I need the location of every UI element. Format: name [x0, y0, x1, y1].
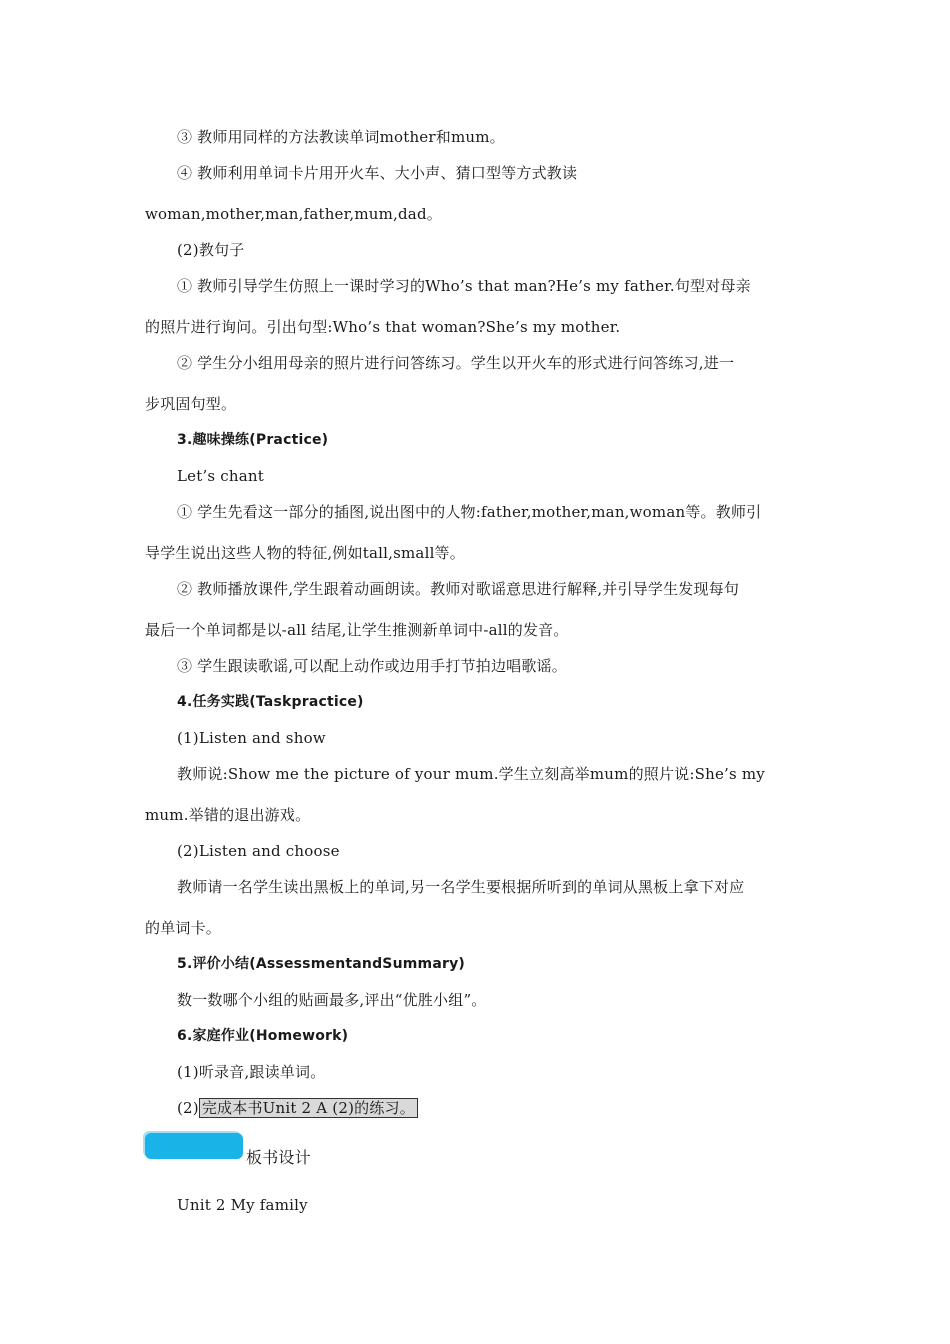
text-line: ② 学生分小组用母亲的照片进行问答练习。学生以开火车的形式进行问答练习,进一	[177, 354, 735, 372]
section-heading: 4.任务实践(Taskpractice)	[177, 694, 364, 710]
section-heading: 3.趣味操练(Practice)	[177, 432, 329, 448]
text-line: woman,mother,man,father,mum,dad。	[145, 205, 442, 223]
section-heading: 5.评价小结(AssessmentandSummary)	[177, 956, 465, 972]
text-line: ① 教师引导学生仿照上一课时学习的Who’s that man?He’s my father.句型对母亲	[177, 277, 751, 295]
text-line: 导学生说出这些人物的特征,例如tall,small等。	[145, 544, 465, 562]
text-line: ③ 学生跟读歌谣,可以配上动作或边用手打节拍边唱歌谣。	[177, 657, 567, 675]
text-line: ③ 教师用同样的方法教读单词mother和mum。	[177, 128, 505, 146]
section-heading: 6.家庭作业(Homework)	[177, 1028, 349, 1044]
homework-item-2-boxed-text: 完成本书Unit 2 A (2)的练习。	[199, 1098, 418, 1118]
text-line: 的照片进行询问。引出句型:Who’s that woman?She’s my mother.	[145, 318, 621, 336]
subheading: (1)Listen and show	[177, 729, 326, 747]
text-line: (1)听录音,跟读单词。	[177, 1063, 326, 1081]
homework-item-2-number: (2)	[177, 1099, 199, 1117]
text-line: ④ 教师利用单词卡片用开火车、大小声、猜口型等方式教读	[177, 164, 578, 182]
homework-item-2	[177, 1098, 418, 1118]
board-design-title: Unit 2 My family	[177, 1196, 308, 1214]
text-line: ② 教师播放课件,学生跟着动画朗读。教师对歌谣意思进行解释,并引导学生发现每句	[177, 580, 740, 598]
text-line: 的单词卡。	[145, 919, 222, 937]
section-title: 板书设计	[246, 1148, 311, 1167]
text-line: 最后一个单词都是以-all 结尾,让学生推测新单词中-all的发音。	[145, 621, 569, 639]
text-line: 教师说:Show me the picture of your mum.学生立刻高举mum的照片说:She’s my	[177, 765, 765, 783]
text-line: ① 学生先看这一部分的插图,说出图中的人物:father,mother,man,woman等。教师引	[177, 503, 762, 521]
text-line: 教师请一名学生读出黑板上的单词,另一名学生要根据所听到的单词从黑板上拿下对应	[177, 878, 745, 896]
text-line: mum.举错的退出游戏。	[145, 806, 311, 824]
subheading: (2)Listen and choose	[177, 842, 340, 860]
text-line: 步巩固句型。	[145, 395, 237, 413]
text-line: 数一数哪个小组的贴画最多,评出“优胜小组”。	[177, 991, 487, 1009]
subheading: (2)教句子	[177, 241, 245, 259]
section-badge	[145, 1133, 243, 1159]
text-line: Let’s chant	[177, 467, 264, 485]
